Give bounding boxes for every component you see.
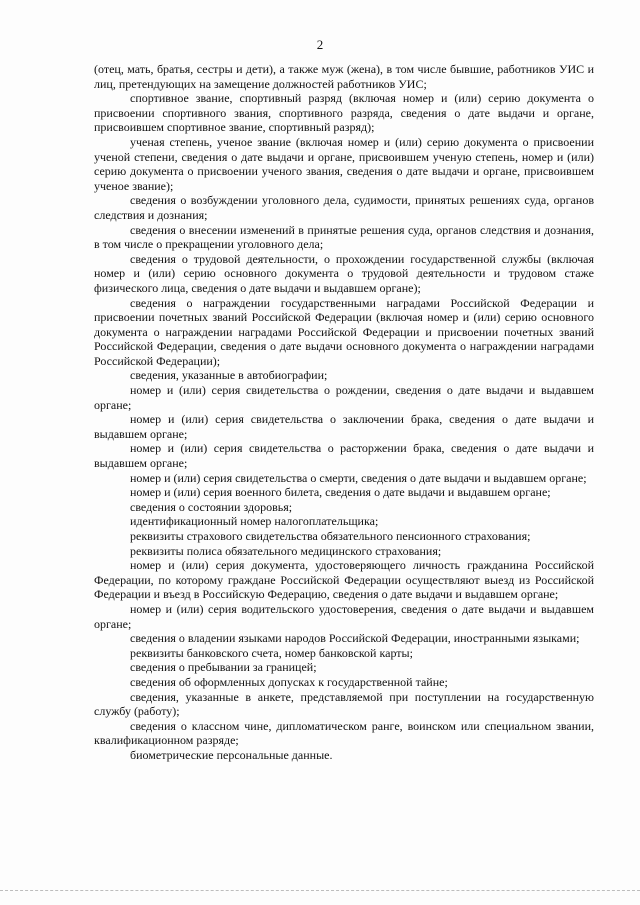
paragraph: сведения о награждении государственными наградами Российской Федерации и присвоении почетных званий Российской Федерации (включая номер и (или) серию основного документа о награждении наградами Российской Федерации и присвоении почетных званий Российской Федерации, сведения о дате выдачи основного документа о награждении наградами Российской Федерации); — [94, 295, 594, 368]
paragraph: ученая степень, ученое звание (включая номер и (или) серию документа о присвоении ученой степени, сведения о дате выдачи и органе, присвоившем ученую степень, номер и (или) серию документа о присвоении ученого звания, сведения о дате выдачи и органе, присвоившем ученое звание); — [94, 134, 594, 193]
paragraph: сведения о владении языками народов Российской Федерации, иностранными языками; — [130, 631, 580, 646]
paragraph: номер и (или) серия свидетельства о рождении, сведения о дате выдачи и выдавшем органе; — [94, 383, 594, 412]
paragraph: реквизиты полиса обязательного медицинского страхования; — [130, 543, 442, 558]
paragraph: номер и (или) серия военного билета, сведения о дате выдачи и выдавшем органе; — [130, 485, 551, 500]
paragraph: реквизиты страхового свидетельства обязательного пенсионного страхования; — [130, 529, 531, 543]
paragraph: спортивное звание, спортивный разряд (включая номер и (или) серию документа о присвоении спортивного звания, спортивного разряда, сведения о дате выдачи и органе, присвоившем спортивное звание, спортивный разряд); — [94, 91, 594, 135]
paragraph: сведения о классном чине, дипломатическом ранге, воинском или специальном звании, квалификационном разряде; — [94, 718, 594, 748]
paragraph: сведения о внесении изменений в принятые решения суда, органов следствия и дознания, в том числе о прекращении уголовного дела; — [94, 222, 594, 252]
paragraph: сведения о возбуждении уголовного дела, судимости, принятых решениях суда, органов следствия и дознания; — [94, 193, 594, 222]
paragraph: номер и (или) серия документа, удостоверяющего личность гражданина Российской Федерации, по которому граждане Российской Федерации осуществляют выезд из Российской Федерации и въезд в Российскую Федерацию, сведения о дате выдачи и выдавшем органе; — [94, 558, 594, 602]
page-number: 2 — [316, 37, 324, 52]
paragraph: номер и (или) серия свидетельства о расторжении брака, сведения о дате выдачи и выдавшем органе; — [94, 441, 594, 471]
paragraph: (отец, мать, братья, сестры и дети), а также муж (жена), в том числе бывшие, работников УИС и лиц, претендующих на замещение должностей работников УИС; — [94, 62, 594, 91]
paragraph: номер и (или) серия свидетельства о заключении брака, сведения о дате выдачи и выдавшем органе; — [94, 412, 594, 441]
paragraph: номер и (или) серия водительского удостоверения, сведения о дате выдачи и выдавшем органе; — [94, 601, 594, 631]
paragraph: сведения о состоянии здоровья; — [130, 499, 293, 514]
paragraph: реквизиты банковского счета, номер банковской карты; — [130, 645, 413, 660]
paragraph: сведения о пребывании за границей; — [130, 660, 317, 675]
paragraph: сведения, указанные в автобиографии; — [130, 368, 328, 383]
paragraph: биометрические персональные данные. — [130, 747, 333, 762]
paragraph: сведения, указанные в анкете, представляемой при поступлении на государственную службу (работу); — [94, 689, 594, 719]
paragraph: номер и (или) серия свидетельства о смерти, сведения о дате выдачи и выдавшем органе; — [130, 470, 587, 485]
paragraph: идентификационный номер налогоплательщика; — [130, 514, 379, 529]
page-bottom-edge — [0, 890, 640, 892]
paragraph: сведения об оформленных допусках к государственной тайне; — [130, 674, 448, 689]
document-body — [94, 62, 594, 763]
paragraph: сведения о трудовой деятельности, о прохождении государственной службы (включая номер и (или) серию основного документа о трудовой деятельности и трудовом стаже физического лица, сведения о дате выдачи и выдавшем органе); — [94, 251, 594, 295]
